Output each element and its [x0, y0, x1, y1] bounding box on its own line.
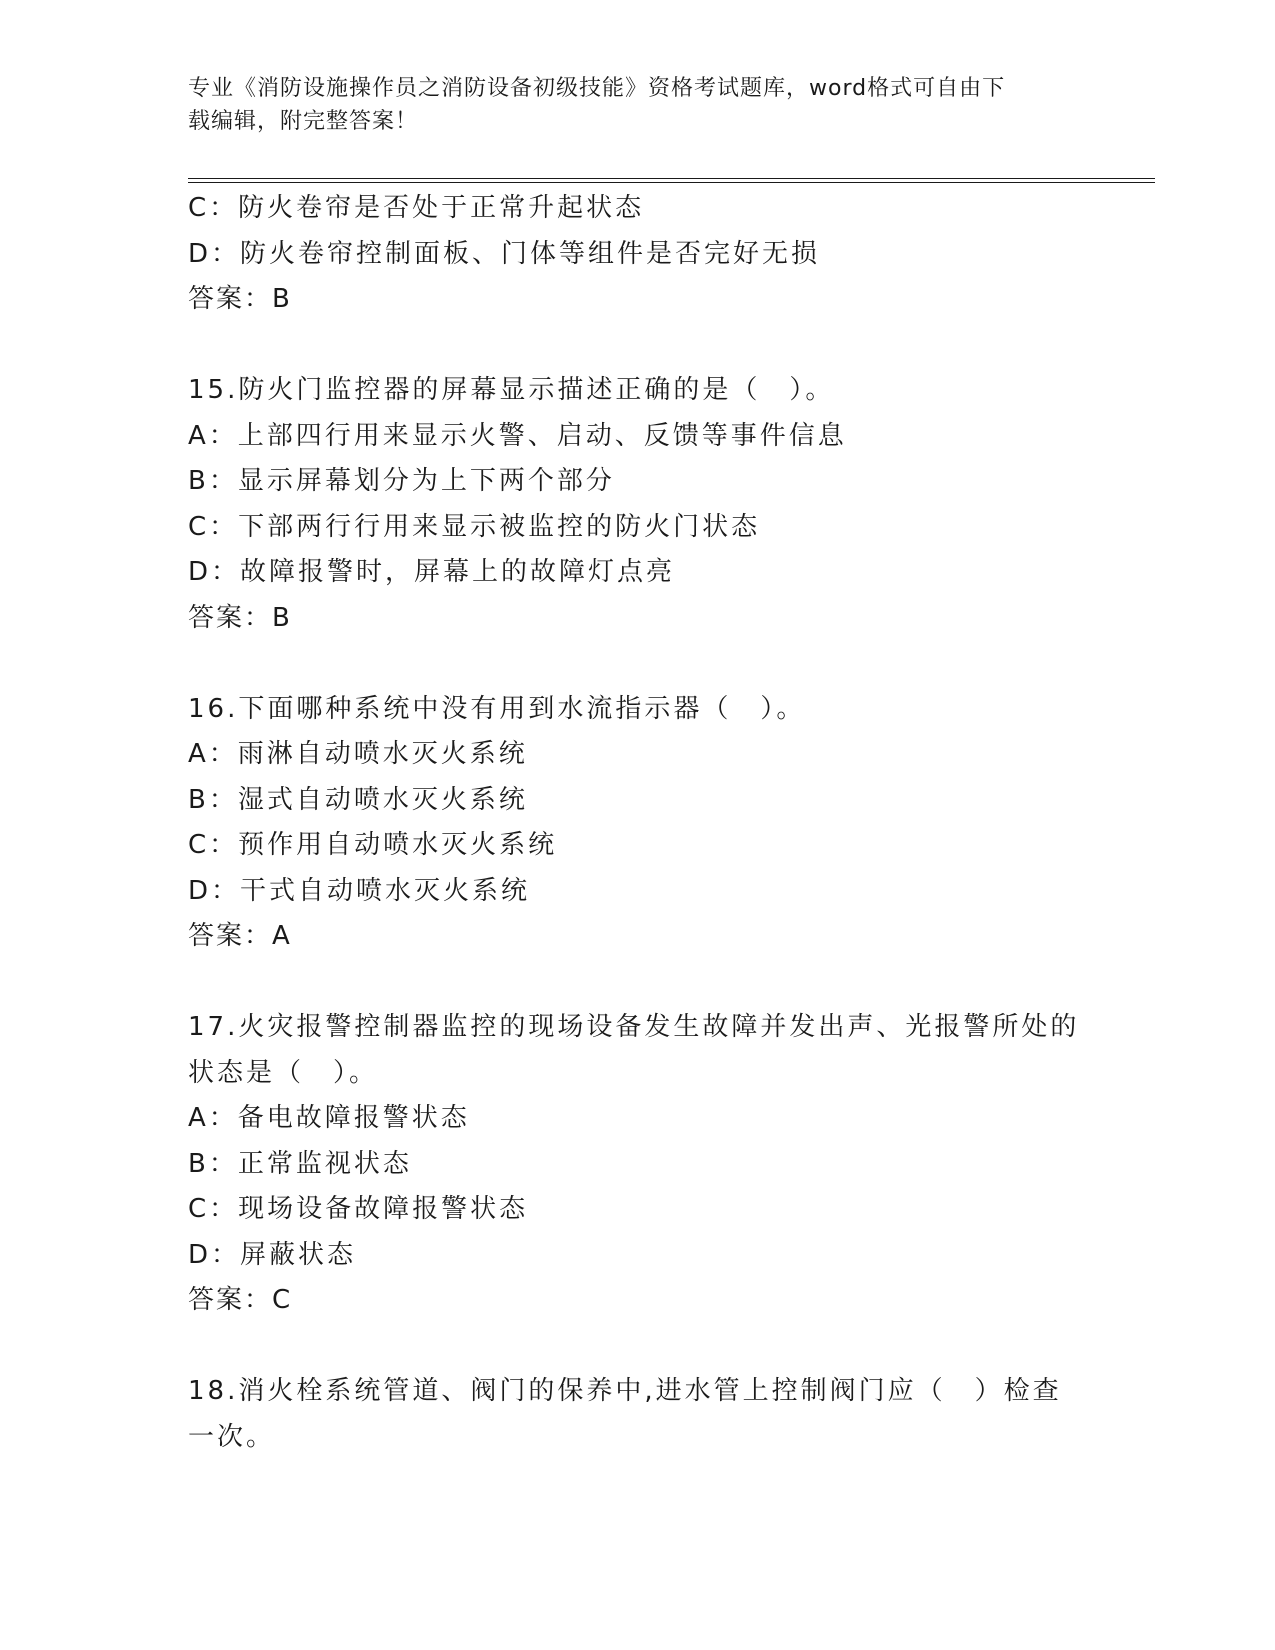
option-c: C：防火卷帘是否处于正常升起状态 [188, 193, 645, 223]
option-b: B：湿式自动喷水灭火系统 [188, 784, 528, 815]
option-b: B：正常监视状态 [188, 1148, 412, 1179]
header-title-line-2: 载编辑，附完整答案！ [188, 109, 419, 134]
option-d: D：干式自动喷水灭火系统 [188, 875, 531, 906]
option-a: A：备电故障报警状态 [188, 1103, 470, 1133]
document-body [188, 186, 1088, 1460]
option-d: D：防火卷帘控制面板、门体等组件是否完好无损 [188, 238, 821, 269]
answer: 答案：A [188, 921, 292, 951]
question-stem: 16.下面哪种系统中没有用到水流指示器（ ）。 [188, 693, 806, 724]
question-stem-line-2: 一次。 [188, 1421, 276, 1452]
header-divider-bottom [188, 182, 1155, 183]
question-17 [188, 1005, 1088, 1324]
header-divider-top [188, 178, 1155, 179]
document-header [188, 72, 1088, 138]
question-stem-line-2: 状态是（ ）。 [188, 1057, 379, 1088]
answer: 答案：B [188, 602, 292, 633]
question-stem: 15.防火门监控器的屏幕显示描述正确的是（ ）。 [188, 375, 835, 405]
answer: 答案：C [188, 1285, 293, 1315]
option-c: C：现场设备故障报警状态 [188, 1194, 529, 1224]
question-stem-line-1: 17.火灾报警控制器监控的现场设备发生故障并发出声、光报警所处的 [188, 1012, 1080, 1042]
option-c: C：预作用自动喷水灭火系统 [188, 830, 558, 860]
previous-question [188, 186, 1088, 323]
option-b: B：显示屏幕划分为上下两个部分 [188, 466, 615, 496]
question-18 [188, 1369, 1088, 1460]
option-d: D：屏蔽状态 [188, 1239, 357, 1270]
question-16 [188, 687, 1088, 960]
question-15 [188, 368, 1088, 641]
option-a: A：上部四行用来显示火警、启动、反馈等事件信息 [188, 420, 847, 451]
question-stem-line-1: 18.消火栓系统管道、阀门的保养中,进水管上控制阀门应（ ）检查 [188, 1376, 1062, 1406]
option-c: C：下部两行行用来显示被监控的防火门状态 [188, 511, 761, 542]
header-title-line-1: 专业《消防设施操作员之消防设备初级技能》资格考试题库，word格式可自由下 [188, 76, 1006, 101]
option-a: A：雨淋自动喷水灭火系统 [188, 739, 528, 769]
answer: 答案：B [188, 284, 292, 314]
option-d: D：故障报警时，屏幕上的故障灯点亮 [188, 557, 676, 587]
